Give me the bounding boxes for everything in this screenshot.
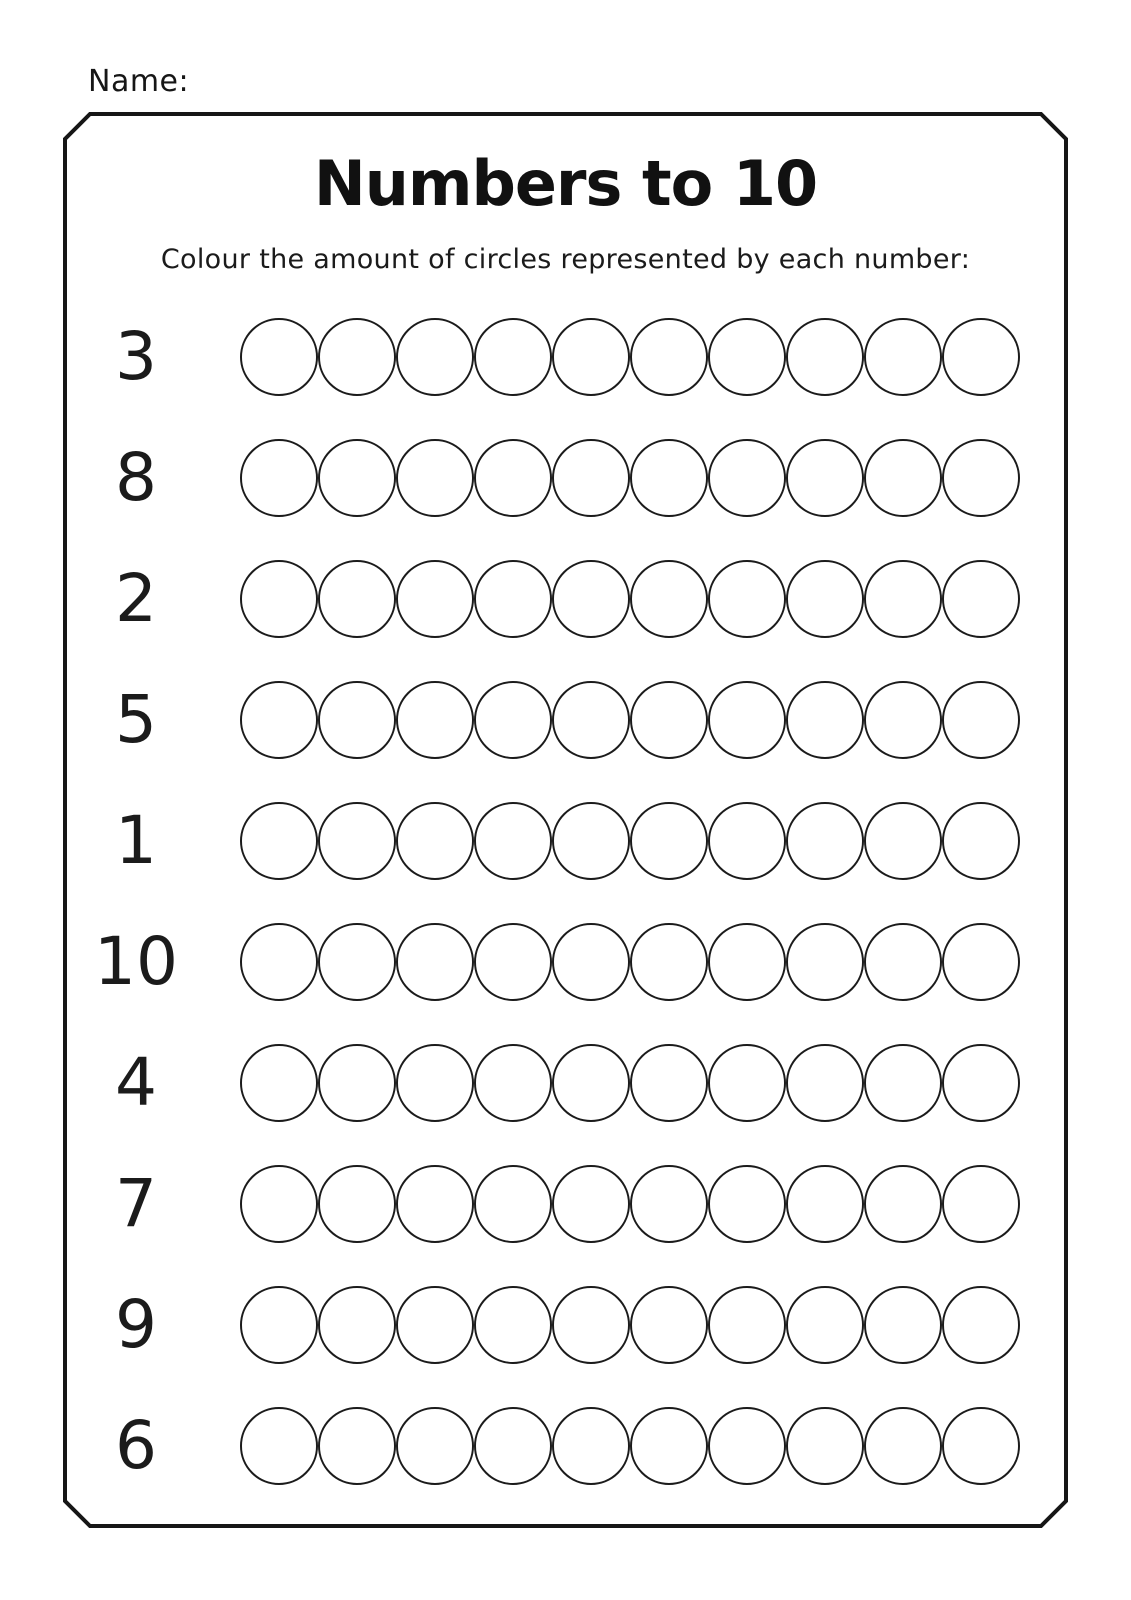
colour-circle[interactable] [942, 923, 1020, 1001]
row-number: 10 [94, 922, 178, 1000]
row-number: 9 [115, 1285, 157, 1363]
worksheet-row [63, 1385, 1068, 1506]
worksheet-panel [63, 112, 1068, 1528]
colour-circle[interactable] [474, 560, 552, 638]
colour-circle[interactable] [708, 1044, 786, 1122]
worksheet-row [63, 296, 1068, 417]
colour-circle[interactable] [552, 1044, 630, 1122]
colour-circle[interactable] [630, 1407, 708, 1485]
worksheet-row [63, 901, 1068, 1022]
colour-circle[interactable] [708, 1407, 786, 1485]
colour-circle[interactable] [864, 681, 942, 759]
colour-circle[interactable] [786, 439, 864, 517]
colour-circle[interactable] [240, 923, 318, 1001]
colour-circle[interactable] [864, 923, 942, 1001]
colour-circle[interactable] [942, 802, 1020, 880]
colour-circle[interactable] [474, 1286, 552, 1364]
worksheet-row [63, 1022, 1068, 1143]
colour-circle[interactable] [396, 439, 474, 517]
colour-circle[interactable] [318, 681, 396, 759]
circle-group [240, 1044, 1020, 1122]
row-number: 8 [115, 438, 157, 516]
worksheet-row [63, 1264, 1068, 1385]
colour-circle[interactable] [942, 1286, 1020, 1364]
row-number: 2 [115, 559, 157, 637]
colour-circle[interactable] [552, 681, 630, 759]
colour-circle[interactable] [708, 318, 786, 396]
worksheet-row [63, 659, 1068, 780]
colour-circle[interactable] [708, 1165, 786, 1243]
colour-circle[interactable] [864, 802, 942, 880]
colour-circle[interactable] [708, 439, 786, 517]
colour-circle[interactable] [552, 802, 630, 880]
rows-container [63, 296, 1068, 1506]
colour-circle[interactable] [864, 560, 942, 638]
colour-circle[interactable] [552, 318, 630, 396]
colour-circle[interactable] [474, 923, 552, 1001]
colour-circle[interactable] [942, 1165, 1020, 1243]
colour-circle[interactable] [474, 1165, 552, 1243]
colour-circle[interactable] [630, 439, 708, 517]
colour-circle[interactable] [552, 1286, 630, 1364]
colour-circle[interactable] [474, 1407, 552, 1485]
circle-group [240, 560, 1020, 638]
circle-group [240, 802, 1020, 880]
colour-circle[interactable] [864, 1165, 942, 1243]
colour-circle[interactable] [708, 681, 786, 759]
circle-group [240, 318, 1020, 396]
colour-circle[interactable] [786, 1165, 864, 1243]
page-title: Numbers to 10 [313, 147, 818, 220]
colour-circle[interactable] [708, 560, 786, 638]
colour-circle[interactable] [942, 681, 1020, 759]
circle-group [240, 681, 1020, 759]
colour-circle[interactable] [630, 802, 708, 880]
circle-group [240, 1407, 1020, 1485]
colour-circle[interactable] [942, 560, 1020, 638]
colour-circle[interactable] [240, 681, 318, 759]
colour-circle[interactable] [708, 1286, 786, 1364]
colour-circle[interactable] [396, 923, 474, 1001]
worksheet-row [63, 1143, 1068, 1264]
worksheet-row [63, 417, 1068, 538]
colour-circle[interactable] [396, 681, 474, 759]
colour-circle[interactable] [942, 1407, 1020, 1485]
colour-circle[interactable] [240, 1407, 318, 1485]
colour-circle[interactable] [786, 802, 864, 880]
colour-circle[interactable] [318, 1044, 396, 1122]
row-number: 6 [115, 1406, 157, 1484]
colour-circle[interactable] [318, 318, 396, 396]
name-label: Name: [88, 64, 190, 99]
colour-circle[interactable] [864, 1407, 942, 1485]
colour-circle[interactable] [396, 1044, 474, 1122]
instruction-text: Colour the amount of circles represented by each number: [160, 244, 971, 275]
colour-circle[interactable] [630, 1286, 708, 1364]
colour-circle[interactable] [552, 1165, 630, 1243]
colour-circle[interactable] [240, 802, 318, 880]
colour-circle[interactable] [864, 1286, 942, 1364]
circle-group [240, 1165, 1020, 1243]
colour-circle[interactable] [552, 560, 630, 638]
colour-circle[interactable] [552, 439, 630, 517]
colour-circle[interactable] [396, 318, 474, 396]
colour-circle[interactable] [474, 439, 552, 517]
colour-circle[interactable] [786, 1286, 864, 1364]
colour-circle[interactable] [240, 439, 318, 517]
circle-group [240, 923, 1020, 1001]
colour-circle[interactable] [630, 1165, 708, 1243]
colour-circle[interactable] [318, 1407, 396, 1485]
colour-circle[interactable] [786, 923, 864, 1001]
colour-circle[interactable] [630, 923, 708, 1001]
colour-circle[interactable] [630, 318, 708, 396]
row-number: 7 [115, 1164, 157, 1242]
colour-circle[interactable] [708, 923, 786, 1001]
colour-circle[interactable] [474, 681, 552, 759]
colour-circle[interactable] [786, 1044, 864, 1122]
worksheet-row [63, 538, 1068, 659]
row-number: 3 [115, 317, 157, 395]
colour-circle[interactable] [474, 318, 552, 396]
colour-circle[interactable] [942, 1044, 1020, 1122]
colour-circle[interactable] [240, 318, 318, 396]
colour-circle[interactable] [786, 318, 864, 396]
row-number: 4 [115, 1043, 157, 1121]
colour-circle[interactable] [630, 681, 708, 759]
circle-group [240, 1286, 1020, 1364]
colour-circle[interactable] [318, 439, 396, 517]
colour-circle[interactable] [318, 802, 396, 880]
colour-circle[interactable] [786, 1407, 864, 1485]
colour-circle[interactable] [396, 802, 474, 880]
worksheet-row [63, 780, 1068, 901]
colour-circle[interactable] [240, 1165, 318, 1243]
colour-circle[interactable] [786, 681, 864, 759]
colour-circle[interactable] [318, 560, 396, 638]
colour-circle[interactable] [240, 1044, 318, 1122]
colour-circle[interactable] [864, 1044, 942, 1122]
colour-circle[interactable] [708, 802, 786, 880]
colour-circle[interactable] [552, 1407, 630, 1485]
colour-circle[interactable] [396, 1407, 474, 1485]
colour-circle[interactable] [396, 1165, 474, 1243]
colour-circle[interactable] [864, 318, 942, 396]
colour-circle[interactable] [318, 923, 396, 1001]
colour-circle[interactable] [318, 1165, 396, 1243]
colour-circle[interactable] [396, 560, 474, 638]
colour-circle[interactable] [864, 439, 942, 517]
colour-circle[interactable] [474, 1044, 552, 1122]
circle-group [240, 439, 1020, 517]
colour-circle[interactable] [630, 1044, 708, 1122]
colour-circle[interactable] [552, 923, 630, 1001]
row-number: 1 [115, 801, 157, 879]
colour-circle[interactable] [396, 1286, 474, 1364]
row-number: 5 [115, 680, 157, 758]
colour-circle[interactable] [318, 1286, 396, 1364]
colour-circle[interactable] [942, 318, 1020, 396]
colour-circle[interactable] [240, 1286, 318, 1364]
colour-circle[interactable] [474, 802, 552, 880]
colour-circle[interactable] [942, 439, 1020, 517]
colour-circle[interactable] [240, 560, 318, 638]
colour-circle[interactable] [786, 560, 864, 638]
colour-circle[interactable] [630, 560, 708, 638]
